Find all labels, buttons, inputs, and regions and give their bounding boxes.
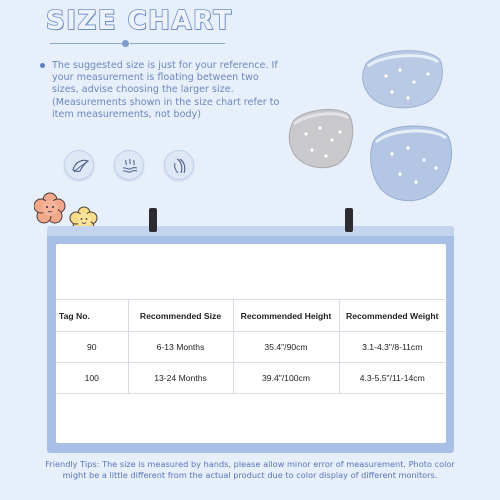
breathable-icon bbox=[114, 150, 144, 180]
cell-tag-no: 90 bbox=[56, 332, 128, 363]
cell-weight: 4.3-5.5"/11-14cm bbox=[339, 363, 445, 394]
header-tag-no: Tag No. bbox=[56, 300, 128, 332]
bullet-dot bbox=[40, 63, 45, 68]
size-note bbox=[52, 60, 282, 121]
table-row bbox=[56, 332, 445, 363]
table-header-row bbox=[56, 300, 445, 332]
training-pant-blue-top bbox=[363, 51, 443, 108]
header-recommended-weight: Recommended Weight bbox=[339, 300, 445, 332]
training-pant-blue-bottom bbox=[371, 126, 452, 201]
header-recommended-height: Recommended Height bbox=[233, 300, 339, 332]
friendly-tips: Friendly Tips: The size is measured by hands, please allow minor error of measurement. Photo color might be a little different from the actual product due to color display of different monitors. bbox=[45, 459, 455, 481]
board-rail bbox=[47, 226, 454, 236]
binder-clip-right bbox=[345, 208, 353, 232]
title-underline-right bbox=[130, 43, 225, 44]
page-title: SIZE CHART bbox=[46, 6, 233, 36]
orange-flower-icon bbox=[34, 193, 65, 223]
comfort-icon bbox=[164, 150, 194, 180]
cell-height: 39.4"/100cm bbox=[233, 363, 339, 394]
title-underline-left bbox=[50, 43, 122, 44]
title-dot bbox=[122, 40, 129, 47]
cell-tag-no: 100 bbox=[56, 363, 128, 394]
header-recommended-size: Recommended Size bbox=[128, 300, 233, 332]
wing-leaf-icon bbox=[64, 150, 94, 180]
product-image bbox=[288, 42, 458, 212]
training-pant-grey bbox=[289, 110, 352, 168]
cell-weight: 3.1-4.3"/8-11cm bbox=[339, 332, 445, 363]
size-table bbox=[56, 299, 445, 394]
binder-clip-left bbox=[149, 208, 157, 232]
cell-height: 35.4"/90cm bbox=[233, 332, 339, 363]
size-note-text: The suggested size is just for your reference. If your measurement is floating between two sizes, advise choosing the larger size. (Measurements shown in the size chart refer to item measurements, not body) bbox=[52, 60, 280, 120]
cell-size: 13-24 Months bbox=[128, 363, 233, 394]
cell-size: 6-13 Months bbox=[128, 332, 233, 363]
table-row bbox=[56, 363, 445, 394]
